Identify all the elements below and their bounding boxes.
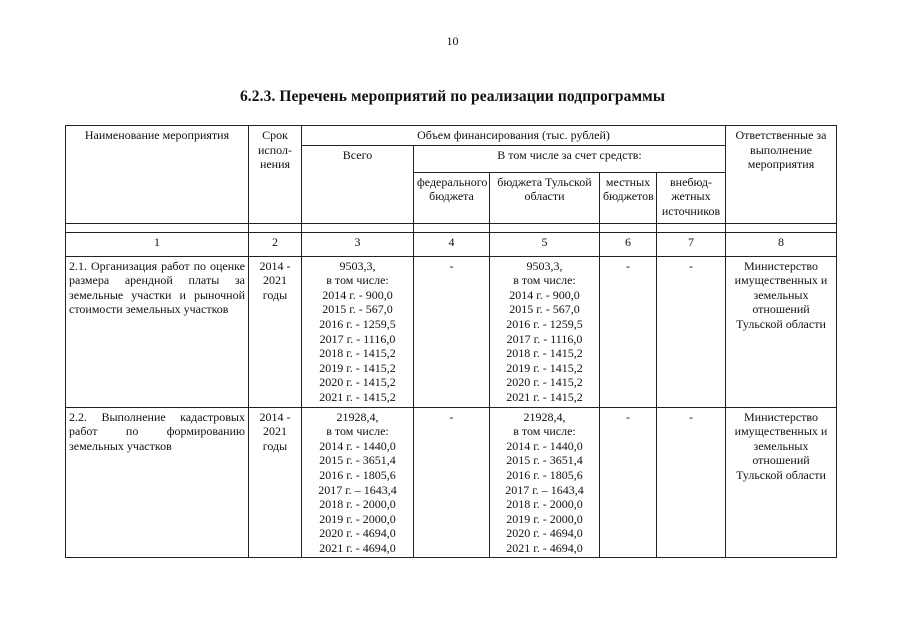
funding-federal: - (414, 256, 490, 407)
funding-federal: - (414, 407, 490, 558)
measures-table (65, 125, 837, 558)
column-number: 2 (249, 232, 302, 256)
funding-total: 9503,3, в том числе: 2014 г. - 900,0 2015 г. - 567,0 2016 г. - 1259,5 2017 г. - 1116,0 2018 г. - 1415,2 2019 г. - 1415,2 2020 г. - 1415,2 2021 г. - 1415,2 (302, 256, 414, 407)
funding-regional: 9503,3, в том числе: 2014 г. - 900,0 2015 г. - 567,0 2016 г. - 1259,5 2017 г. - 1116,0 2018 г. - 1415,2 2019 г. - 1415,2 2020 г. - 1415,2 2021 г. - 1415,2 (490, 256, 600, 407)
responsible-body: Министерство имущественных и земельных отношений Тульской области (726, 256, 837, 407)
document-title: 6.2.3. Перечень мероприятий по реализации подпрограммы (239, 88, 666, 105)
header-responsible: Ответственные за выполнение мероприятия (726, 126, 837, 224)
header-name: Наименование мероприятия (66, 126, 249, 224)
column-number: 4 (414, 232, 490, 256)
table-row (66, 256, 837, 407)
column-number: 5 (490, 232, 600, 256)
measure-name: 2.1. Организация работ по оценке размера арендной платы за земельные участки и рыночной стоимости земельных участков (66, 256, 249, 407)
funding-total: 21928,4, в том числе: 2014 г. - 1440,0 2015 г. - 3651,4 2016 г. - 1805,6 2017 г. – 1643,4 2018 г. - 2000,0 2019 г. - 2000,0 2020 г. - 4694,0 2021 г. - 4694,0 (302, 407, 414, 558)
page-number: 10 (446, 34, 459, 48)
column-numbers-row (66, 232, 837, 256)
column-number: 1 (66, 232, 249, 256)
header-regional: бюджета Тульской области (490, 172, 600, 223)
header-funding: Объем финансирования (тыс. рублей) (302, 126, 726, 146)
funding-local: - (600, 407, 657, 558)
column-number: 7 (657, 232, 726, 256)
column-number: 8 (726, 232, 837, 256)
header-term: Срок испол-нения (249, 126, 302, 224)
funding-local: - (600, 256, 657, 407)
responsible-body: Министерство имущественных и земельных отношений Тульской области (726, 407, 837, 558)
funding-extra: - (657, 407, 726, 558)
measure-term: 2014 - 2021 годы (249, 407, 302, 558)
column-number: 3 (302, 232, 414, 256)
measure-name: 2.2. Выполнение кадастровых работ по формированию земельных участков (66, 407, 249, 558)
header-including: В том числе за счет средств: (414, 145, 726, 172)
column-number: 6 (600, 232, 657, 256)
measure-term: 2014 - 2021 годы (249, 256, 302, 407)
header-local: местных бюджетов (600, 172, 657, 223)
header-federal: федерального бюджета (414, 172, 490, 223)
table-row (66, 407, 837, 558)
header-total: Всего (302, 145, 414, 223)
funding-regional: 21928,4, в том числе: 2014 г. - 1440,0 2015 г. - 3651,4 2016 г. - 1805,6 2017 г. – 1643,4 2018 г. - 2000,0 2019 г. - 2000,0 2020 г. - 4694,0 2021 г. - 4694,0 (490, 407, 600, 558)
header-spacer-row (66, 223, 837, 232)
header-extra: внебюд-жетных источников (657, 172, 726, 223)
funding-extra: - (657, 256, 726, 407)
